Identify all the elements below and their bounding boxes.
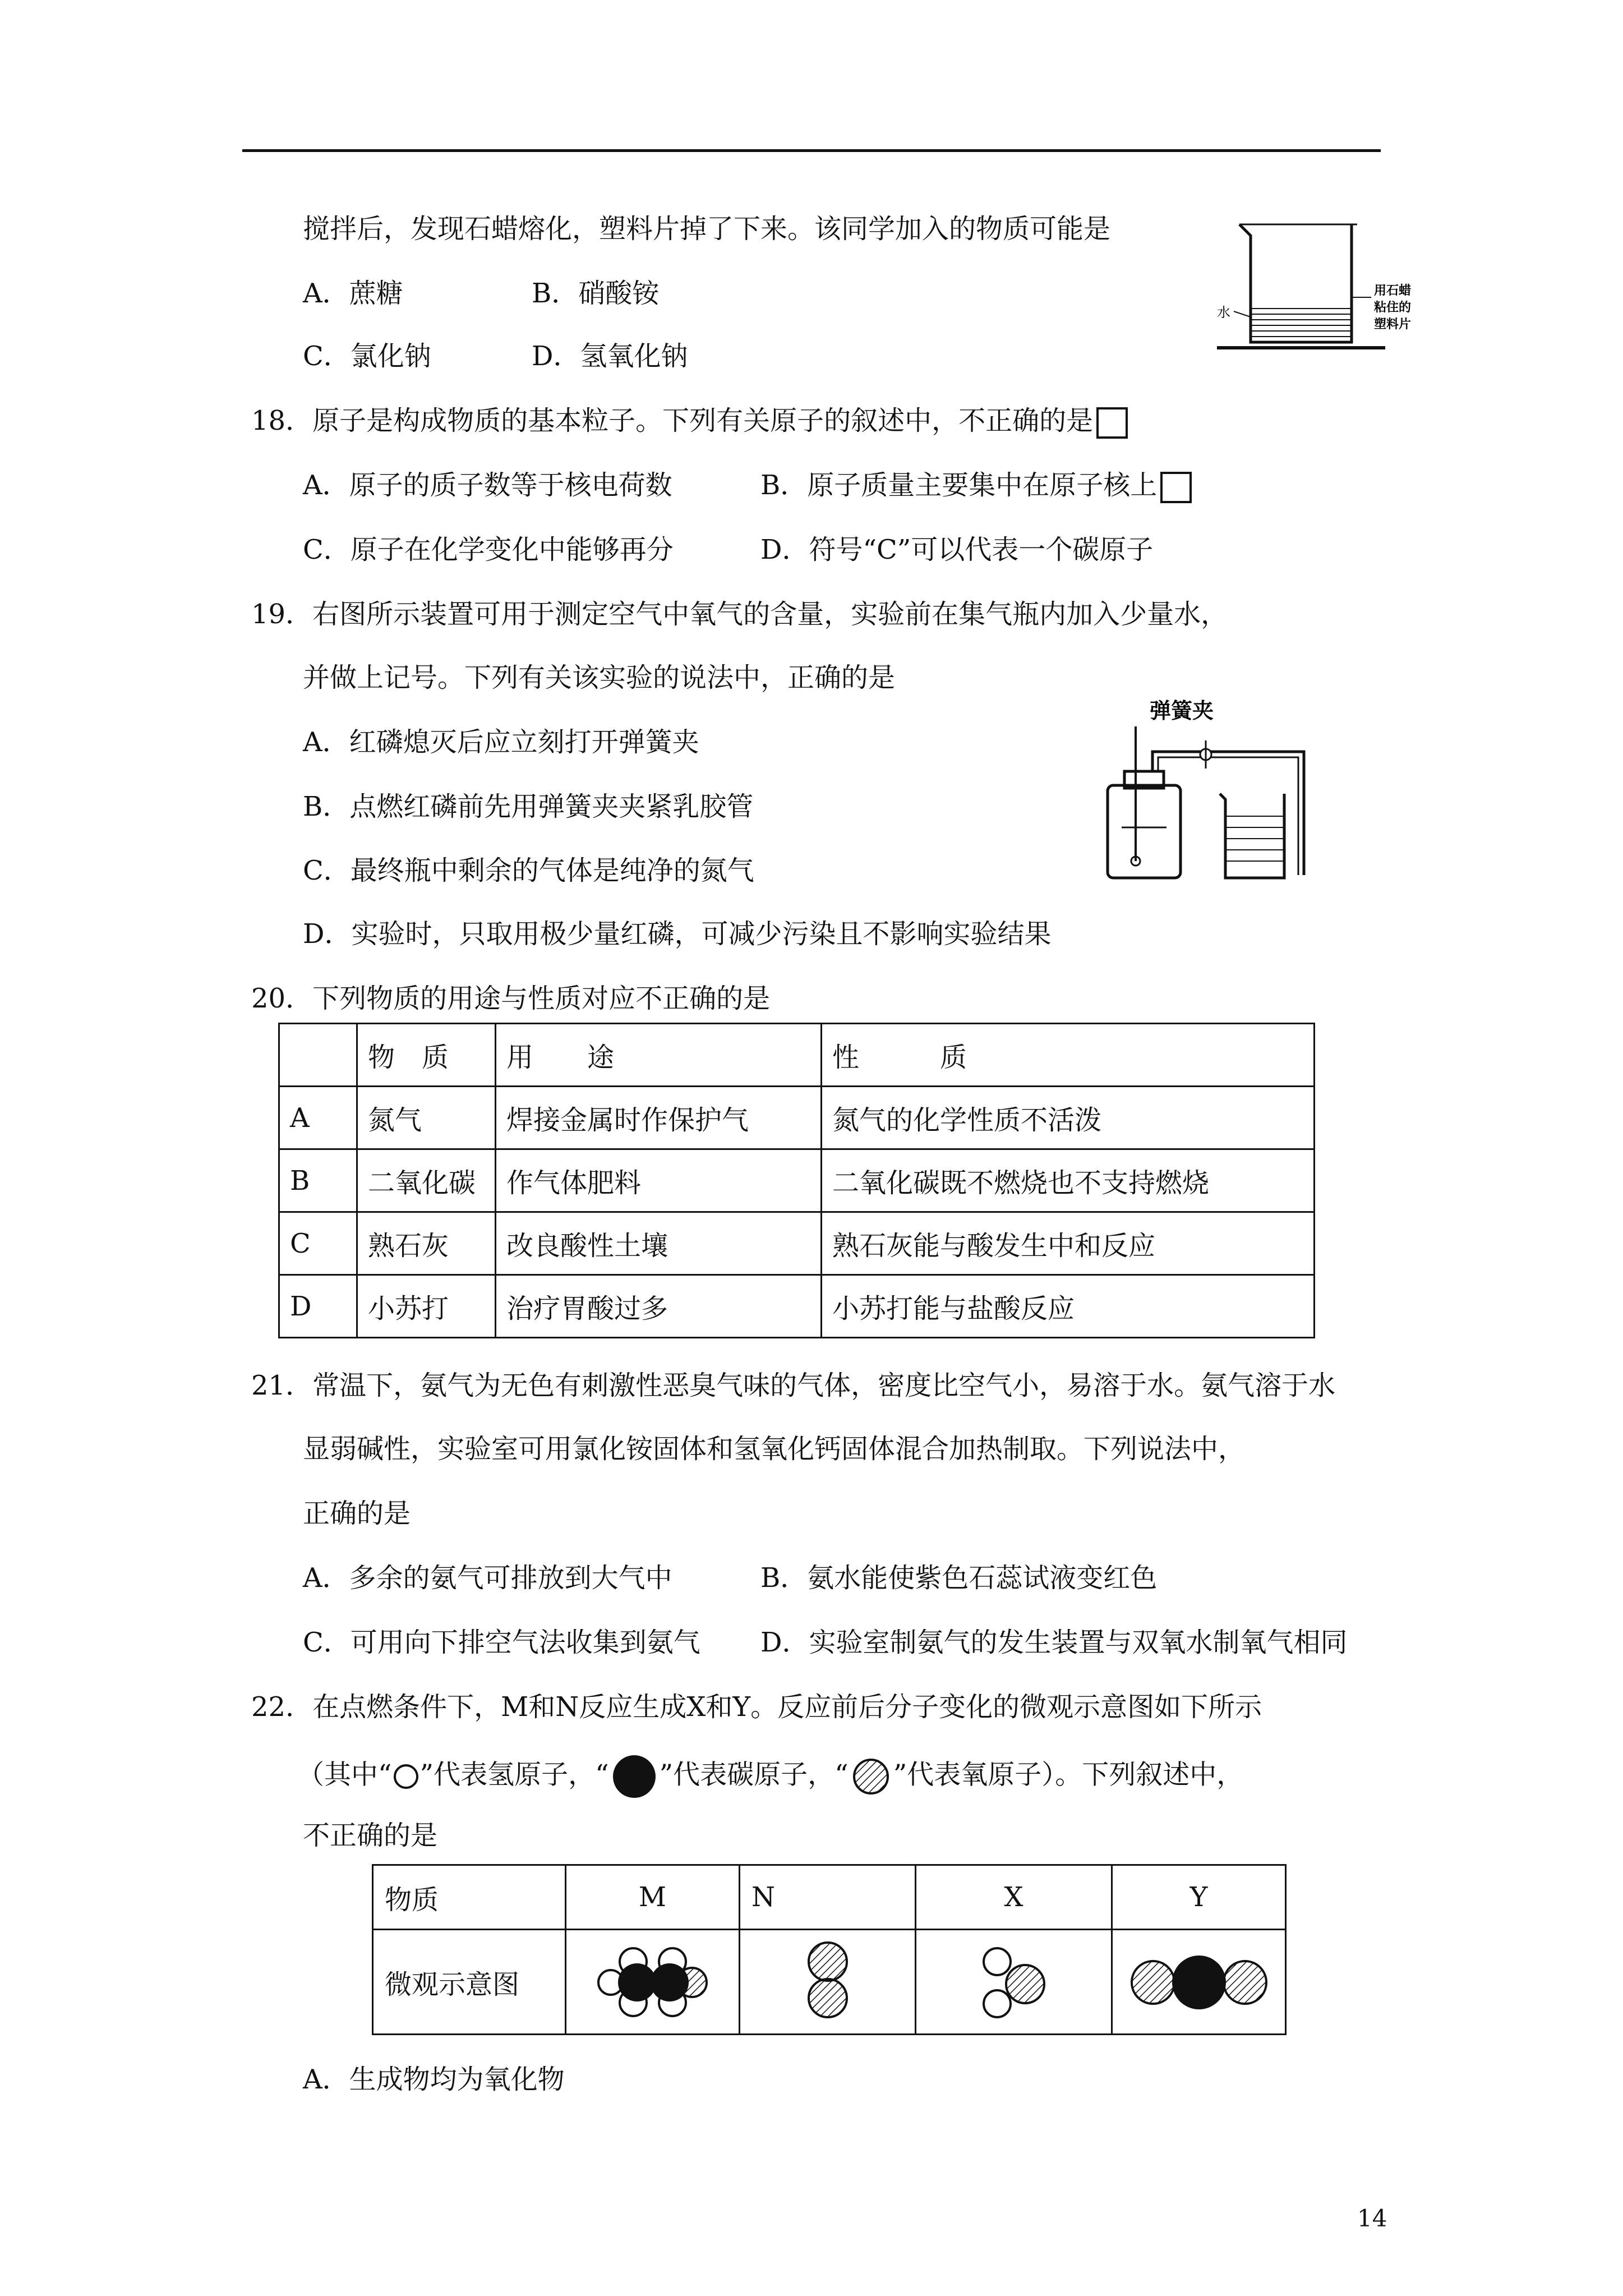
molecule-y-icon: [1126, 1931, 1272, 2026]
header-rule: [242, 149, 1381, 152]
answer-box[interactable]: [1160, 472, 1192, 503]
table-cell: 小苏打: [357, 1275, 496, 1338]
q18-option-d: D．符号“C”可以代表一个碳原子: [760, 534, 1154, 565]
molecule-m-cell: [566, 1930, 740, 2035]
molecule-y-cell: [1112, 1930, 1286, 2035]
table-cell: M: [566, 1865, 740, 1930]
q18-option-a: A．原子的质子数等于核电荷数: [303, 470, 672, 501]
table-cell: 二氧化碳既不燃烧也不支持燃烧: [822, 1149, 1315, 1212]
table-row: [279, 1087, 1315, 1149]
q17-option-d: D．氢氧化钠: [532, 341, 688, 372]
table-row: [279, 1275, 1315, 1338]
plastic-label-2: 粘住的: [1374, 301, 1412, 315]
table-cell: D: [279, 1275, 357, 1338]
q17-option-c: C．氯化钠: [303, 341, 431, 372]
table-cell: 物质: [373, 1865, 566, 1930]
plastic-label-3: 塑料片: [1374, 318, 1412, 332]
table-cell: Y: [1112, 1865, 1286, 1930]
plastic-label-1: 用石蜡: [1374, 284, 1412, 298]
table-cell: 氮气: [357, 1087, 496, 1149]
oxygen-atom-icon: [849, 1757, 893, 1796]
answer-box[interactable]: [1096, 407, 1128, 439]
clamp-label: 弹簧夹: [1150, 698, 1214, 723]
table-cell: 熟石灰: [357, 1212, 496, 1275]
q19-option-a: A．红磷熄灭后应立刻打开弹簧夹: [303, 726, 699, 758]
table-cell: 物 质: [357, 1024, 496, 1087]
molecule-x-icon: [969, 1931, 1059, 2026]
q20-stem: 20．下列物质的用途与性质对应不正确的是: [251, 983, 771, 1014]
q18-option-b: B．原子质量主要集中在原子核上: [760, 468, 1192, 503]
molecule-m-icon: [580, 1931, 726, 2026]
table-cell: 微观示意图: [373, 1930, 566, 2035]
table-cell: 氮气的化学性质不活泼: [822, 1087, 1315, 1149]
q17-option-b: B．硝酸铵: [532, 278, 660, 309]
q21-option-c: C．可用向下排空气法收集到氨气: [303, 1627, 700, 1658]
q17-beaker-figure: [1206, 213, 1441, 359]
hydrogen-atom-icon: [392, 1763, 420, 1791]
q19-apparatus-figure: [1099, 693, 1335, 889]
molecule-n-icon: [794, 1931, 861, 2026]
q21-option-a: A．多余的氨气可排放到大气中: [303, 1562, 672, 1594]
q22-legend: （其中“ ”代表氢原子，“ ”代表碳原子，“ ”代表氧原子）。下列叙述中，: [297, 1754, 1243, 1799]
q19-option-b: B．点燃红磷前先用弹簧夹夹紧乳胶管: [303, 791, 754, 822]
q18-option-c: C．原子在化学变化中能够再分: [303, 534, 674, 565]
table-cell: [279, 1024, 357, 1087]
q22-table: [372, 1864, 1287, 2035]
table-cell: 焊接金属时作保护气: [496, 1087, 822, 1149]
table-header-row: [279, 1024, 1315, 1087]
q19-option-c: C．最终瓶中剩余的气体是纯净的氮气: [303, 855, 754, 886]
table-cell: C: [279, 1212, 357, 1275]
q17-option-a: A．蔗糖: [303, 278, 403, 309]
table-cell: 熟石灰能与酸发生中和反应: [822, 1212, 1315, 1275]
table-row: [373, 1930, 1286, 2035]
molecule-n-cell: [740, 1930, 916, 2035]
q19-stem-2: 并做上记号。下列有关该实验的说法中，正确的是: [303, 662, 896, 693]
q21-stem-3: 正确的是: [303, 1498, 411, 1529]
q18-stem: 18．原子是构成物质的基本粒子。下列有关原子的叙述中，不正确的是: [251, 404, 1128, 439]
table-cell: 作气体肥料: [496, 1149, 822, 1212]
page-number: 14: [1357, 2205, 1387, 2232]
table-cell: N: [740, 1865, 916, 1930]
table-cell: 性 质: [822, 1024, 1315, 1087]
q22-option-a: A．生成物均为氧化物: [303, 2064, 565, 2095]
table-cell: 用 途: [496, 1024, 822, 1087]
q21-stem-2: 显弱碱性，实验室可用氯化铵固体和氢氧化钙固体混合加热制取。下列说法中，: [303, 1433, 1246, 1465]
carbon-atom-icon: [609, 1754, 660, 1799]
table-cell: 小苏打能与盐酸反应: [822, 1275, 1315, 1338]
q19-option-d: D．实验时，只取用极少量红磷，可减少污染且不影响实验结果: [303, 918, 1052, 950]
table-cell: X: [916, 1865, 1112, 1930]
q20-table: [278, 1023, 1315, 1338]
molecule-x-cell: [916, 1930, 1112, 2035]
q21-option-b: B．氨水能使紫色石蕊试液变红色: [760, 1562, 1158, 1594]
q22-stem-1: 22．在点燃条件下，M和N反应生成X和Y。反应前后分子变化的微观示意图如下所示: [251, 1691, 1262, 1723]
q21-stem-1: 21．常温下，氨气为无色有刺激性恶臭气味的气体，密度比空气小，易溶于水。氨气溶于水: [251, 1370, 1336, 1401]
q22-stem-3: 不正确的是: [303, 1820, 438, 1851]
q19-stem-1: 19．右图所示装置可用于测定空气中氧气的含量，实验前在集气瓶内加入少量水，: [251, 599, 1228, 630]
table-header-row: [373, 1865, 1286, 1930]
table-row: [279, 1212, 1315, 1275]
table-cell: 二氧化碳: [357, 1149, 496, 1212]
q17-stem: 搅拌后，发现石蜡熔化，塑料片掉了下来。该同学加入的物质可能是: [303, 213, 1111, 245]
table-cell: B: [279, 1149, 357, 1212]
water-label: 水: [1217, 305, 1230, 320]
table-row: [279, 1149, 1315, 1212]
q21-option-d: D．实验室制氨气的发生装置与双氧水制氧气相同: [760, 1627, 1348, 1658]
table-cell: A: [279, 1087, 357, 1149]
table-cell: 改良酸性土壤: [496, 1212, 822, 1275]
table-cell: 治疗胃酸过多: [496, 1275, 822, 1338]
